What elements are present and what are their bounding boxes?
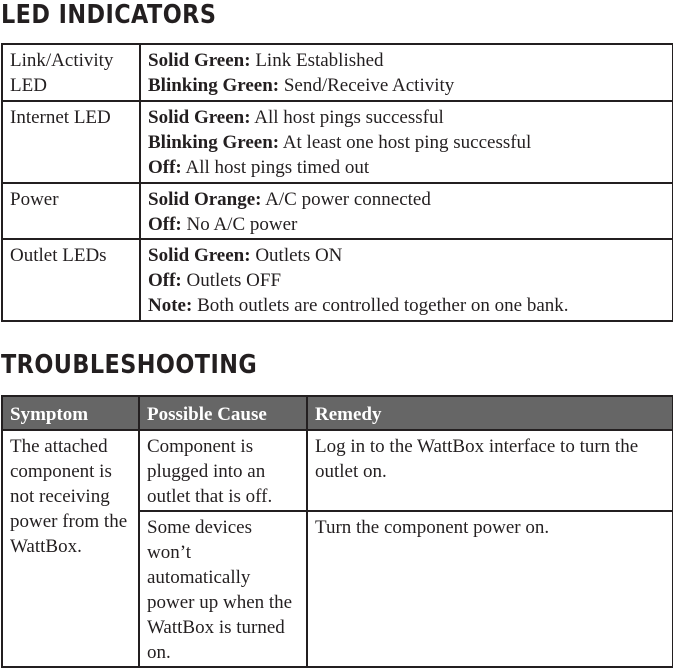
led-status-line <box>148 130 665 155</box>
troubleshooting-heading: TROUBLESHOOTING <box>1 350 258 380</box>
column-header-remedy: Remedy <box>307 396 673 430</box>
led-status-line <box>148 155 665 180</box>
status-key: Blinking Green: <box>148 75 280 96</box>
table-row <box>2 239 673 321</box>
table-row <box>2 101 673 183</box>
led-description-cell <box>140 101 673 183</box>
status-key: Note: <box>148 295 193 316</box>
led-description-cell <box>140 183 673 239</box>
column-header-symptom: Symptom <box>2 396 139 430</box>
status-key: Blinking Green: <box>148 132 280 153</box>
table-row <box>2 183 673 239</box>
status-text: All host pings successful <box>250 107 444 128</box>
column-header-possible-cause: Possible Cause <box>139 396 307 430</box>
led-status-line <box>148 268 665 293</box>
led-status-line <box>148 187 665 212</box>
led-status-line <box>148 73 665 98</box>
status-key: Solid Green: <box>148 50 251 71</box>
status-text: At least one host ping successful <box>279 132 532 153</box>
led-label-cell: Power <box>2 183 140 239</box>
status-text: Link Established <box>250 50 384 71</box>
led-label-cell: Internet LED <box>2 101 140 183</box>
status-text: Outlets OFF <box>181 270 282 291</box>
led-label-cell: Outlet LEDs <box>2 239 140 321</box>
status-text: Outlets ON <box>250 245 343 266</box>
led-status-line <box>148 212 665 237</box>
status-text: Both outlets are controlled together on one bank. <box>192 295 569 316</box>
status-text: Send/Receive Activity <box>279 75 455 96</box>
led-status-line <box>148 48 665 73</box>
led-description-cell <box>140 239 673 321</box>
status-key: Off: <box>148 157 182 178</box>
status-key: Off: <box>148 214 182 235</box>
table-row <box>2 430 673 511</box>
remedy-cell: Log in to the WattBox interface to turn the outlet on. <box>307 430 673 511</box>
led-indicators-table <box>1 43 673 322</box>
cause-cell: Component is plugged into an outlet that is off. <box>139 430 307 511</box>
led-status-line <box>148 293 665 318</box>
status-text: All host pings timed out <box>181 157 370 178</box>
led-status-line <box>148 243 665 268</box>
status-key: Solid Green: <box>148 107 251 128</box>
led-description-cell <box>140 44 673 101</box>
remedy-cell: Turn the component power on. <box>307 511 673 667</box>
status-key: Off: <box>148 270 182 291</box>
status-key: Solid Green: <box>148 245 251 266</box>
symptom-cell: The attached component is not receiving power from the WattBox. <box>2 430 139 667</box>
led-status-line <box>148 105 665 130</box>
status-text: A/C power connected <box>261 189 431 210</box>
status-text: No A/C power <box>181 214 298 235</box>
table-row <box>2 44 673 101</box>
led-label-cell: Link/Activity LED <box>2 44 140 101</box>
troubleshooting-table <box>1 395 673 668</box>
status-key: Solid Orange: <box>148 189 262 210</box>
led-indicators-heading: LED INDICATORS <box>1 0 217 30</box>
table-header-row <box>2 396 673 430</box>
cause-cell: Some devices won’t automatically power up when the WattBox is turned on. <box>139 511 307 667</box>
